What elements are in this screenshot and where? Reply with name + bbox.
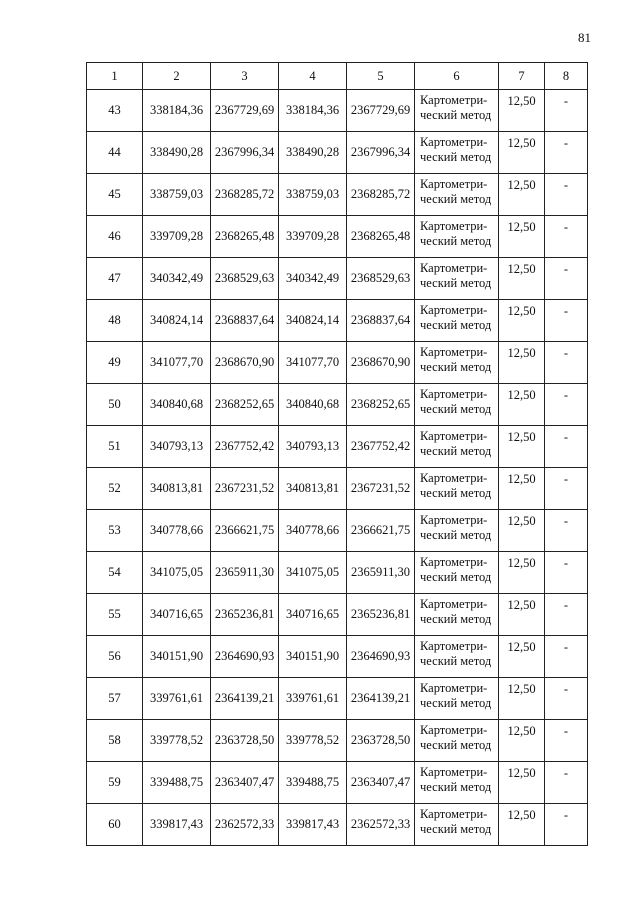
column-header: 6: [415, 63, 499, 90]
column-header: 8: [545, 63, 588, 90]
point-number-cell: 46: [87, 216, 143, 258]
table-row: [87, 510, 588, 552]
y-coordinate-cell: 2363728,50: [211, 720, 279, 762]
x-coordinate-cell: 340151,90: [143, 636, 211, 678]
empty-value-cell: -: [545, 594, 588, 636]
table-row: [87, 804, 588, 846]
method-text: Картометри-: [420, 345, 488, 359]
tolerance-cell: 12,50: [499, 510, 545, 552]
x-coordinate-cell: 340824,14: [143, 300, 211, 342]
y-coordinate-cell: 2368837,64: [211, 300, 279, 342]
empty-value-cell: -: [545, 384, 588, 426]
point-number-cell: 59: [87, 762, 143, 804]
coordinates-table: [86, 62, 588, 846]
y-coordinate-cell: 2368265,48: [211, 216, 279, 258]
empty-value-cell: -: [545, 636, 588, 678]
point-number-cell: 60: [87, 804, 143, 846]
method-text: Картометри-: [420, 597, 488, 611]
method-text: ческий метод: [420, 108, 492, 122]
method-text: Картометри-: [420, 723, 488, 737]
empty-value-cell: -: [545, 90, 588, 132]
table-row: [87, 216, 588, 258]
page-number: 81: [578, 30, 591, 45]
tolerance-cell: 12,50: [499, 90, 545, 132]
table-row: [87, 468, 588, 510]
point-number-cell: 53: [87, 510, 143, 552]
x-coordinate-cell: 340793,13: [143, 426, 211, 468]
y-coordinate-cell: 2367729,69: [211, 90, 279, 132]
method-cell: [415, 552, 499, 594]
y-coordinate-cell: 2368837,64: [347, 300, 415, 342]
x-coordinate-cell: 340716,65: [279, 594, 347, 636]
x-coordinate-cell: 340813,81: [279, 468, 347, 510]
x-coordinate-cell: 338184,36: [279, 90, 347, 132]
tolerance-cell: 12,50: [499, 342, 545, 384]
method-cell: [415, 426, 499, 468]
x-coordinate-cell: 340778,66: [279, 510, 347, 552]
y-coordinate-cell: 2366621,75: [211, 510, 279, 552]
tolerance-cell: 12,50: [499, 804, 545, 846]
column-header: 7: [499, 63, 545, 90]
y-coordinate-cell: 2368670,90: [211, 342, 279, 384]
method-text: ческий метод: [420, 234, 492, 248]
method-text: ческий метод: [420, 780, 492, 794]
method-text: ческий метод: [420, 654, 492, 668]
empty-value-cell: -: [545, 510, 588, 552]
x-coordinate-cell: 341077,70: [143, 342, 211, 384]
x-coordinate-cell: 339709,28: [279, 216, 347, 258]
x-coordinate-cell: 338759,03: [279, 174, 347, 216]
table-row: [87, 762, 588, 804]
table-row: [87, 258, 588, 300]
tolerance-cell: 12,50: [499, 468, 545, 510]
y-coordinate-cell: 2368285,72: [211, 174, 279, 216]
tolerance-cell: 12,50: [499, 132, 545, 174]
x-coordinate-cell: 340793,13: [279, 426, 347, 468]
method-cell: [415, 636, 499, 678]
table-row: [87, 132, 588, 174]
x-coordinate-cell: 341077,70: [279, 342, 347, 384]
x-coordinate-cell: 338759,03: [143, 174, 211, 216]
x-coordinate-cell: 339761,61: [279, 678, 347, 720]
point-number-cell: 44: [87, 132, 143, 174]
column-header: 3: [211, 63, 279, 90]
method-cell: [415, 216, 499, 258]
method-cell: [415, 678, 499, 720]
column-header: 2: [143, 63, 211, 90]
method-text: ческий метод: [420, 150, 492, 164]
x-coordinate-cell: 339778,52: [143, 720, 211, 762]
method-text: ческий метод: [420, 570, 492, 584]
y-coordinate-cell: 2362572,33: [347, 804, 415, 846]
point-number-cell: 56: [87, 636, 143, 678]
y-coordinate-cell: 2368529,63: [347, 258, 415, 300]
method-text: ческий метод: [420, 444, 492, 458]
table-row: [87, 342, 588, 384]
table-row: [87, 384, 588, 426]
method-text: ческий метод: [420, 528, 492, 542]
header-row: [87, 63, 588, 90]
tolerance-cell: 12,50: [499, 552, 545, 594]
x-coordinate-cell: 339817,43: [279, 804, 347, 846]
method-text: ческий метод: [420, 822, 492, 836]
y-coordinate-cell: 2362572,33: [211, 804, 279, 846]
x-coordinate-cell: 341075,05: [279, 552, 347, 594]
method-cell: [415, 342, 499, 384]
empty-value-cell: -: [545, 216, 588, 258]
method-text: ческий метод: [420, 738, 492, 752]
method-text: Картометри-: [420, 387, 488, 401]
method-text: Картометри-: [420, 429, 488, 443]
y-coordinate-cell: 2368265,48: [347, 216, 415, 258]
tolerance-cell: 12,50: [499, 384, 545, 426]
method-cell: [415, 762, 499, 804]
tolerance-cell: 12,50: [499, 594, 545, 636]
method-cell: [415, 804, 499, 846]
method-cell: [415, 468, 499, 510]
y-coordinate-cell: 2364690,93: [347, 636, 415, 678]
x-coordinate-cell: 339761,61: [143, 678, 211, 720]
column-header: 4: [279, 63, 347, 90]
empty-value-cell: -: [545, 762, 588, 804]
method-cell: [415, 300, 499, 342]
y-coordinate-cell: 2363407,47: [211, 762, 279, 804]
method-text: Картометри-: [420, 303, 488, 317]
x-coordinate-cell: 341075,05: [143, 552, 211, 594]
x-coordinate-cell: 340824,14: [279, 300, 347, 342]
empty-value-cell: -: [545, 258, 588, 300]
table-row: [87, 720, 588, 762]
empty-value-cell: -: [545, 174, 588, 216]
tolerance-cell: 12,50: [499, 636, 545, 678]
point-number-cell: 52: [87, 468, 143, 510]
x-coordinate-cell: 338490,28: [279, 132, 347, 174]
x-coordinate-cell: 339778,52: [279, 720, 347, 762]
method-cell: [415, 132, 499, 174]
x-coordinate-cell: 340716,65: [143, 594, 211, 636]
y-coordinate-cell: 2364690,93: [211, 636, 279, 678]
x-coordinate-cell: 340151,90: [279, 636, 347, 678]
x-coordinate-cell: 340840,68: [279, 384, 347, 426]
y-coordinate-cell: 2364139,21: [211, 678, 279, 720]
y-coordinate-cell: 2366621,75: [347, 510, 415, 552]
column-header: 5: [347, 63, 415, 90]
y-coordinate-cell: 2367996,34: [211, 132, 279, 174]
point-number-cell: 43: [87, 90, 143, 132]
y-coordinate-cell: 2368285,72: [347, 174, 415, 216]
method-text: Картометри-: [420, 513, 488, 527]
y-coordinate-cell: 2367729,69: [347, 90, 415, 132]
y-coordinate-cell: 2364139,21: [347, 678, 415, 720]
x-coordinate-cell: 340778,66: [143, 510, 211, 552]
point-number-cell: 55: [87, 594, 143, 636]
point-number-cell: 45: [87, 174, 143, 216]
method-cell: [415, 384, 499, 426]
x-coordinate-cell: 339488,75: [279, 762, 347, 804]
y-coordinate-cell: 2363728,50: [347, 720, 415, 762]
x-coordinate-cell: 340342,49: [279, 258, 347, 300]
table-row: [87, 174, 588, 216]
point-number-cell: 48: [87, 300, 143, 342]
tolerance-cell: 12,50: [499, 762, 545, 804]
point-number-cell: 54: [87, 552, 143, 594]
y-coordinate-cell: 2367996,34: [347, 132, 415, 174]
x-coordinate-cell: 338184,36: [143, 90, 211, 132]
y-coordinate-cell: 2365236,81: [211, 594, 279, 636]
y-coordinate-cell: 2367231,52: [211, 468, 279, 510]
y-coordinate-cell: 2367752,42: [211, 426, 279, 468]
method-text: ческий метод: [420, 402, 492, 416]
y-coordinate-cell: 2367231,52: [347, 468, 415, 510]
empty-value-cell: -: [545, 720, 588, 762]
x-coordinate-cell: 340813,81: [143, 468, 211, 510]
method-text: Картометри-: [420, 219, 488, 233]
method-text: ческий метод: [420, 276, 492, 290]
method-text: Картометри-: [420, 807, 488, 821]
y-coordinate-cell: 2365911,30: [211, 552, 279, 594]
column-header: 1: [87, 63, 143, 90]
method-cell: [415, 90, 499, 132]
tolerance-cell: 12,50: [499, 678, 545, 720]
empty-value-cell: -: [545, 342, 588, 384]
method-cell: [415, 594, 499, 636]
method-text: ческий метод: [420, 318, 492, 332]
y-coordinate-cell: 2367752,42: [347, 426, 415, 468]
method-text: Картометри-: [420, 93, 488, 107]
empty-value-cell: -: [545, 468, 588, 510]
y-coordinate-cell: 2363407,47: [347, 762, 415, 804]
method-text: ческий метод: [420, 486, 492, 500]
y-coordinate-cell: 2365911,30: [347, 552, 415, 594]
x-coordinate-cell: 339488,75: [143, 762, 211, 804]
point-number-cell: 57: [87, 678, 143, 720]
method-text: Картометри-: [420, 765, 488, 779]
method-cell: [415, 720, 499, 762]
method-text: ческий метод: [420, 192, 492, 206]
x-coordinate-cell: 339817,43: [143, 804, 211, 846]
point-number-cell: 49: [87, 342, 143, 384]
point-number-cell: 47: [87, 258, 143, 300]
empty-value-cell: -: [545, 804, 588, 846]
tolerance-cell: 12,50: [499, 216, 545, 258]
empty-value-cell: -: [545, 678, 588, 720]
empty-value-cell: -: [545, 552, 588, 594]
method-text: Картометри-: [420, 135, 488, 149]
y-coordinate-cell: 2368252,65: [347, 384, 415, 426]
method-text: ческий метод: [420, 612, 492, 626]
method-text: Картометри-: [420, 471, 488, 485]
point-number-cell: 58: [87, 720, 143, 762]
tolerance-cell: 12,50: [499, 720, 545, 762]
table-row: [87, 552, 588, 594]
method-text: Картометри-: [420, 177, 488, 191]
method-text: Картометри-: [420, 681, 488, 695]
table-row: [87, 90, 588, 132]
table-row: [87, 636, 588, 678]
method-text: Картометри-: [420, 555, 488, 569]
y-coordinate-cell: 2368670,90: [347, 342, 415, 384]
method-cell: [415, 258, 499, 300]
x-coordinate-cell: 340840,68: [143, 384, 211, 426]
empty-value-cell: -: [545, 426, 588, 468]
y-coordinate-cell: 2365236,81: [347, 594, 415, 636]
method-cell: [415, 174, 499, 216]
method-text: ческий метод: [420, 696, 492, 710]
point-number-cell: 50: [87, 384, 143, 426]
method-text: ческий метод: [420, 360, 492, 374]
y-coordinate-cell: 2368529,63: [211, 258, 279, 300]
tolerance-cell: 12,50: [499, 300, 545, 342]
table-row: [87, 300, 588, 342]
method-text: Картометри-: [420, 261, 488, 275]
tolerance-cell: 12,50: [499, 258, 545, 300]
table-row: [87, 678, 588, 720]
x-coordinate-cell: 338490,28: [143, 132, 211, 174]
empty-value-cell: -: [545, 300, 588, 342]
table-row: [87, 426, 588, 468]
table-row: [87, 594, 588, 636]
y-coordinate-cell: 2368252,65: [211, 384, 279, 426]
method-cell: [415, 510, 499, 552]
method-text: Картометри-: [420, 639, 488, 653]
x-coordinate-cell: 339709,28: [143, 216, 211, 258]
x-coordinate-cell: 340342,49: [143, 258, 211, 300]
tolerance-cell: 12,50: [499, 426, 545, 468]
empty-value-cell: -: [545, 132, 588, 174]
point-number-cell: 51: [87, 426, 143, 468]
tolerance-cell: 12,50: [499, 174, 545, 216]
